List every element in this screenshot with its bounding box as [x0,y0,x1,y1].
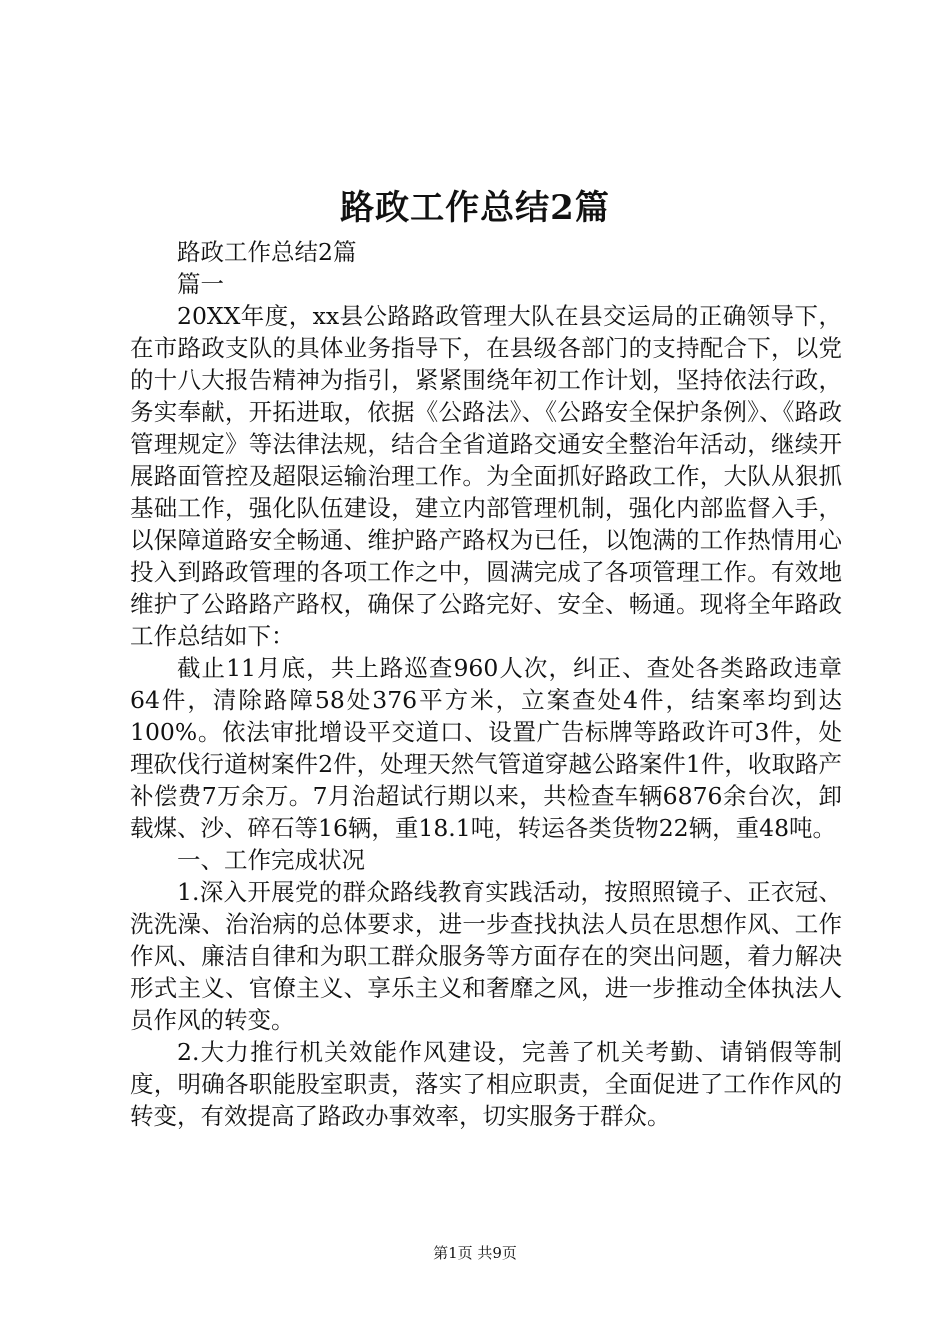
statistics-paragraph: 截止11月底，共上路巡查960人次，纠正、查处各类路政违章64件，清除路障58处376平方米，立案查处4件，结案率均到达100%。依法审批增设平交道口、设置广告标牌等路政许可3件，处理砍伐行道树案件2件，处理天然气管道穿越公路案件1件，收取路产补偿费7万余万。7月治超试行期以来，共检查车辆6876余台次，卸载煤、沙、碎石等16辆，重18.1吨，转运各类货物22辆，重48吨。 [130,654,842,842]
document-title: 路政工作总结2篇 [340,188,610,228]
subtitle-paragraph: 路政工作总结2篇 [177,238,357,266]
section-heading-paragraph: 一、工作完成状况 [177,846,365,874]
item-1-paragraph: 1.深入开展党的群众路线教育实践活动，按照照镜子、正衣冠、洗洗澡、治治病的总体要求，进一步查找执法人员在思想作风、工作作风、廉洁自律和为职工群众服务等方面存在的突出问题，着力解决形式主义、官僚主义、享乐主义和奢靡之风，进一步推动全体执法人员作风的转变。 [130,878,842,1034]
page-number-footer: 第1页 共9页 [433,1244,517,1262]
item-2-paragraph: 2.大力推行机关效能作风建设，完善了机关考勤、请销假等制度，明确各职能股室职责，落实了相应职责，全面促进了工作作风的转变，有效提高了路政办事效率，切实服务于群众。 [130,1038,842,1130]
section-label-paragraph: 篇一 [177,270,224,298]
intro-paragraph: 20XX年度，xx县公路路政管理大队在县交运局的正确领导下，在市路政支队的具体业务指导下，在县级各部门的支持配合下，以党的十八大报告精神为指引，紧紧围绕年初工作计划，坚持依法行政，务实奉献，开拓进取，依据《公路法》、《公路安全保护条例》、《路政管理规定》等法律法规，结合全省道路交通安全整治年活动，继续开展路面管控及超限运输治理工作。为全面抓好路政工作，大队从狠抓基础工作，强化队伍建设，建立内部管理机制，强化内部监督入手，以保障道路安全畅通、维护路产路权为已任，以饱满的工作热情用心投入到路政管理的各项工作之中，圆满完成了各项管理工作。有效地维护了公路路产路权，确保了公路完好、安全、畅通。现将全年路政工作总结如下： [130,302,842,650]
document-body [130,236,842,1132]
